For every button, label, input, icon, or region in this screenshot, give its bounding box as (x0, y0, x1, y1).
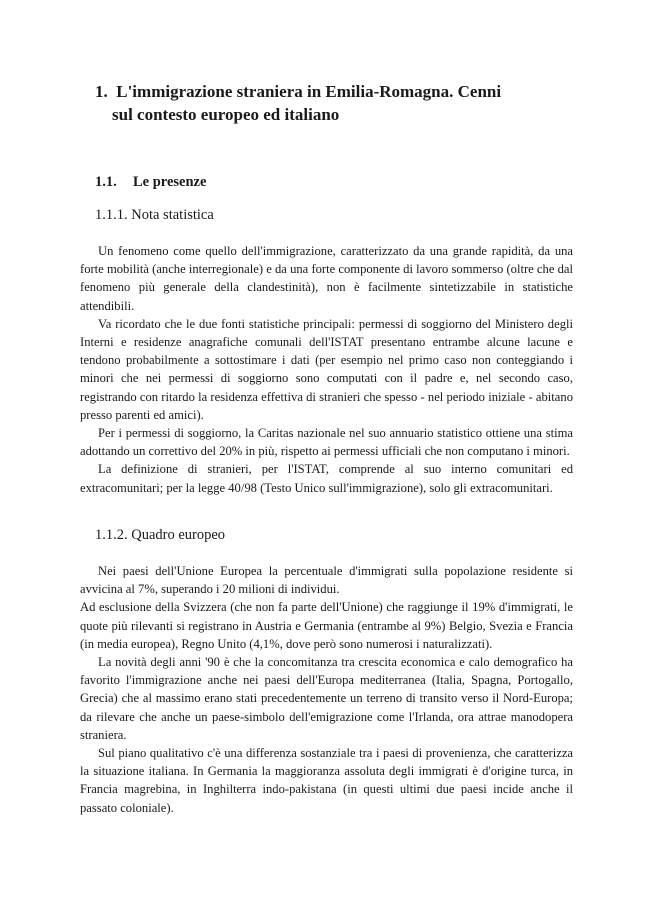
subsection-heading-nota-statistica: 1.1.1. Nota statistica (95, 207, 214, 223)
subsection-heading-quadro-europeo: 1.1.2. Quadro europeo (95, 527, 226, 543)
paragraph: Sul piano qualitativo c'è una differenza sostanziale tra i paesi di provenienza, che caratterizza la situazione italiana. In Germania la maggioranza assoluta degli immigrati è d'origine turca, in Francia magrebina, in Inghilterra indo-pakistana (in questi ultimi due paesi incide anche il passato coloniale). (80, 746, 573, 815)
paragraph: La definizione di stranieri, per l'ISTAT, comprende al suo interno comunitari ed extracomunitari; per la legge 40/98 (Testo Unico sull'immigrazione), solo gli extracomunitari. (80, 462, 573, 495)
section-number: 1.1. (95, 174, 117, 190)
chapter-title-line-1: L'immigrazione straniera in Emilia-Romagna. Cenni (116, 82, 502, 101)
paragraph: Un fenomeno come quello dell'immigrazione, caratterizzato da una grande rapidità, da una forte mobilità (anche interregionale) e da una forte componente di lavoro sommerso (oltre che dal fenomeno più generale della clandestinità), non è facilmente sintetizzabile in statistiche attendibili. (80, 244, 573, 313)
quadro-europeo-body (80, 562, 573, 817)
paragraph: Ad esclusione della Svizzera (che non fa parte dell'Unione) che raggiunge il 19% d'immigrati, le quote più rilevanti si registrano in Austria e Germania (entrambe al 9%) Belgio, Svezia e Francia (in media europea), Regno Unito (4,1%, dove però sono numerosi i naturalizzati). (80, 600, 573, 651)
nota-statistica-body (80, 242, 573, 497)
section-title-text: Le presenze (133, 174, 207, 190)
chapter-number: 1. (95, 82, 108, 101)
chapter-title-line-2: sul contesto europeo ed italiano (112, 105, 340, 124)
section-title (95, 174, 206, 191)
paragraph: La novità degli anni '90 è che la concomitanza tra crescita economica e calo demografico ha favorito l'immigrazione anche nei paesi dell'Europa mediterranea (Italia, Spagna, Portogallo, Grecia) che al massimo erano stati precedentemente un terreno di transito verso il Nord-Europa; da rilevare che anche un paese-simbolo dell'emigrazione come l'Irlanda, ora attrae manodopera straniera. (80, 655, 573, 742)
paragraph: Va ricordato che le due fonti statistiche principali: permessi di soggiorno del Ministero degli Interni e residenze anagrafiche comunali dell'ISTAT presentano entrambe alcune lacune e tendono probabilmente a sottostimare i dati (per esempio nel primo caso non conteggiando i minori che nei permessi di soggiorno sono computati con il padre e, nel secondo caso, registrando con ritardo la residenza effettiva di stranieri che spesso - nel periodo iniziale - abitano presso parenti ed amici). (80, 316, 573, 422)
paragraph: Per i permessi di soggiorno, la Caritas nazionale nel suo annuario statistico ottiene una stima adottando un correttivo del 20% in più, rispetto ai permessi ufficiali che non computano i minori. (80, 426, 573, 459)
paragraph: Nei paesi dell'Unione Europea la percentuale d'immigrati sulla popolazione residente si avvicina al 7%, superando i 20 milioni di individui. (80, 564, 573, 597)
chapter-title (95, 80, 575, 126)
